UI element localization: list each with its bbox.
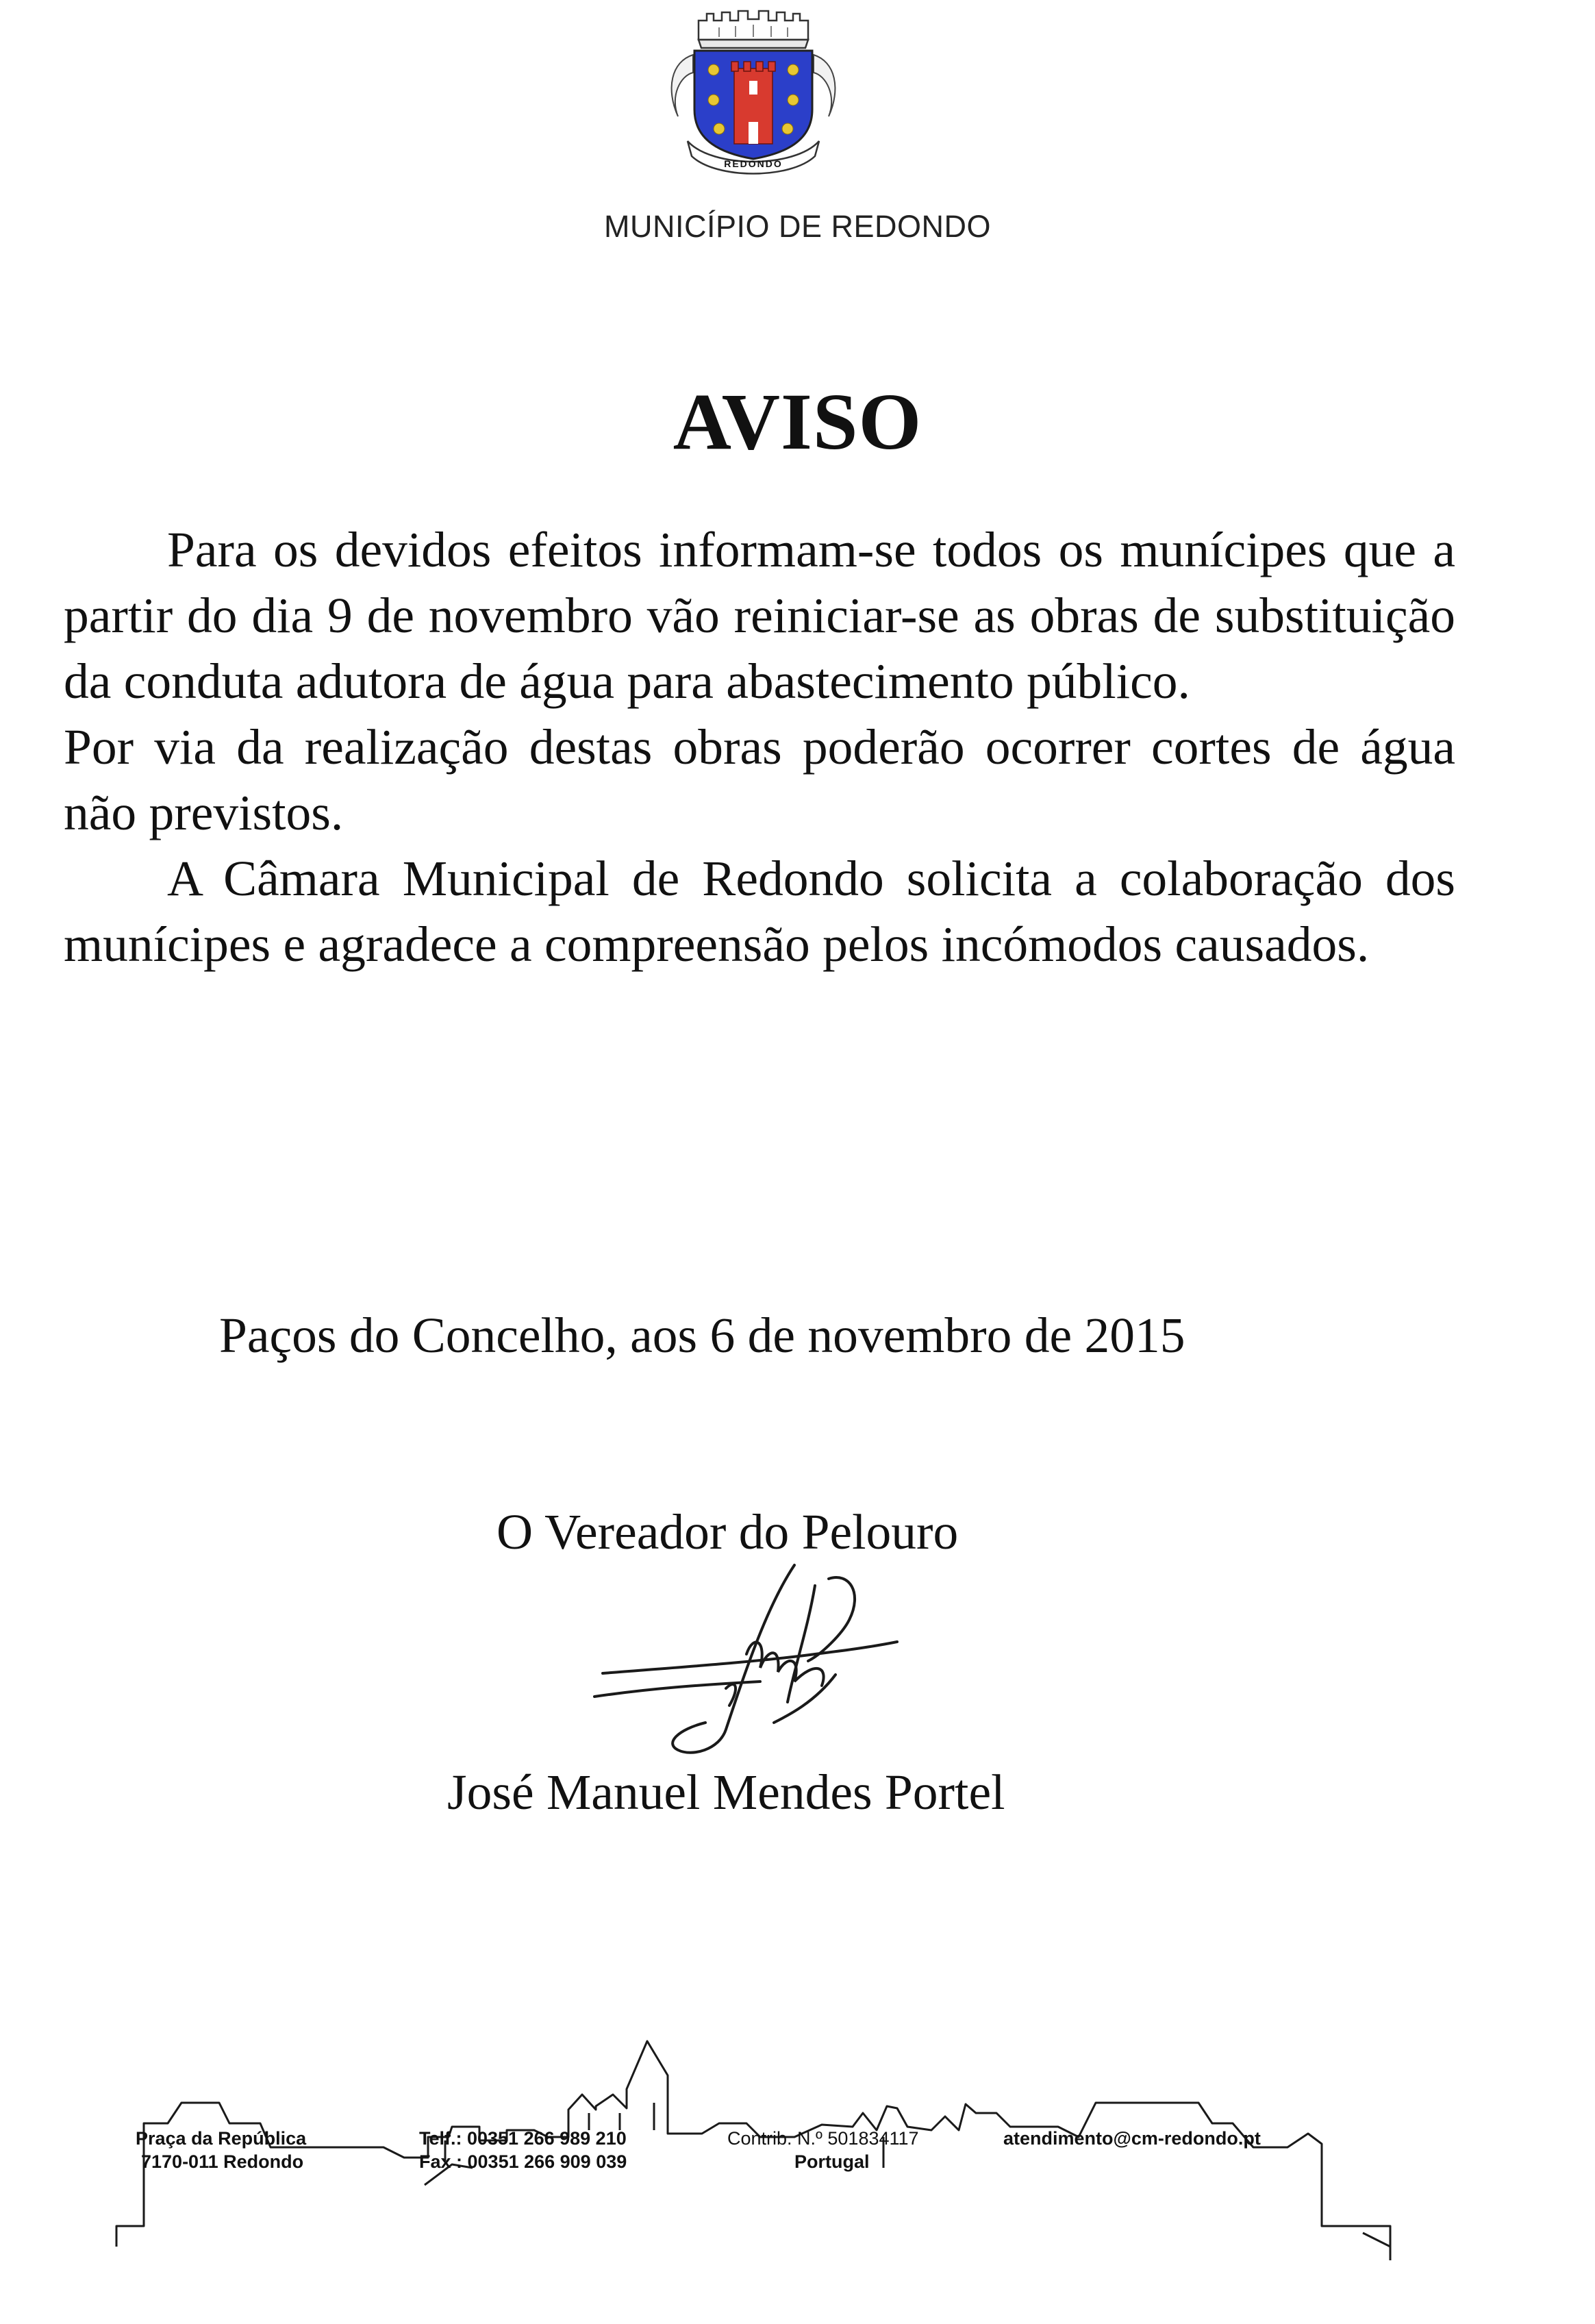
notice-paragraph: A Câmara Municipal de Redondo solicita a colaboração dos munícipes e agradece a compreensão pelos incómodos causados. bbox=[64, 851, 1455, 972]
footer-tax-id: Contrib. N.º 501834117 bbox=[727, 2128, 919, 2149]
notice-paragraph: Por via da realização destas obras poderão ocorrer cortes de água não previstos. bbox=[64, 719, 1455, 840]
municipal-coat-of-arms bbox=[651, 7, 856, 184]
footer-email[interactable]: atendimento@cm-redondo.pt bbox=[1003, 2128, 1261, 2149]
municipality-name: MUNICÍPIO DE REDONDO bbox=[603, 209, 992, 244]
footer-address bbox=[136, 2127, 306, 2188]
footer-address-line-2: 7170-011 Redondo bbox=[141, 2151, 304, 2172]
notice-title: AVISO bbox=[673, 377, 922, 466]
footer-country: Portugal bbox=[794, 2151, 870, 2172]
handwritten-signature bbox=[589, 1551, 911, 1777]
signatory-name: José Manuel Mendes Portel bbox=[447, 1764, 1005, 1820]
notice-body bbox=[64, 517, 1455, 977]
footer-phone-fax bbox=[419, 2127, 627, 2188]
footer-phone: Telf.: 00351 266 989 210 bbox=[419, 2128, 627, 2149]
crest-banner-text: REDONDO bbox=[724, 158, 783, 169]
signatory-role: O Vereador do Pelouro bbox=[497, 1504, 959, 1560]
notice-paragraph: Para os devidos efeitos informam-se todos os munícipes que a partir do dia 9 de novembro vão reiniciar-se as obras de substituição da conduta adutora de água para abastecimento público. bbox=[64, 522, 1455, 709]
dateline: Paços do Concelho, aos 6 de novembro de 2015 bbox=[219, 1308, 1185, 1363]
footer-contact bbox=[1003, 2127, 1261, 2188]
footer-fax: Fax : 00351 266 909 039 bbox=[419, 2151, 627, 2172]
footer-tax bbox=[727, 2127, 919, 2188]
footer-address-line-1: Praça da República bbox=[136, 2128, 307, 2149]
